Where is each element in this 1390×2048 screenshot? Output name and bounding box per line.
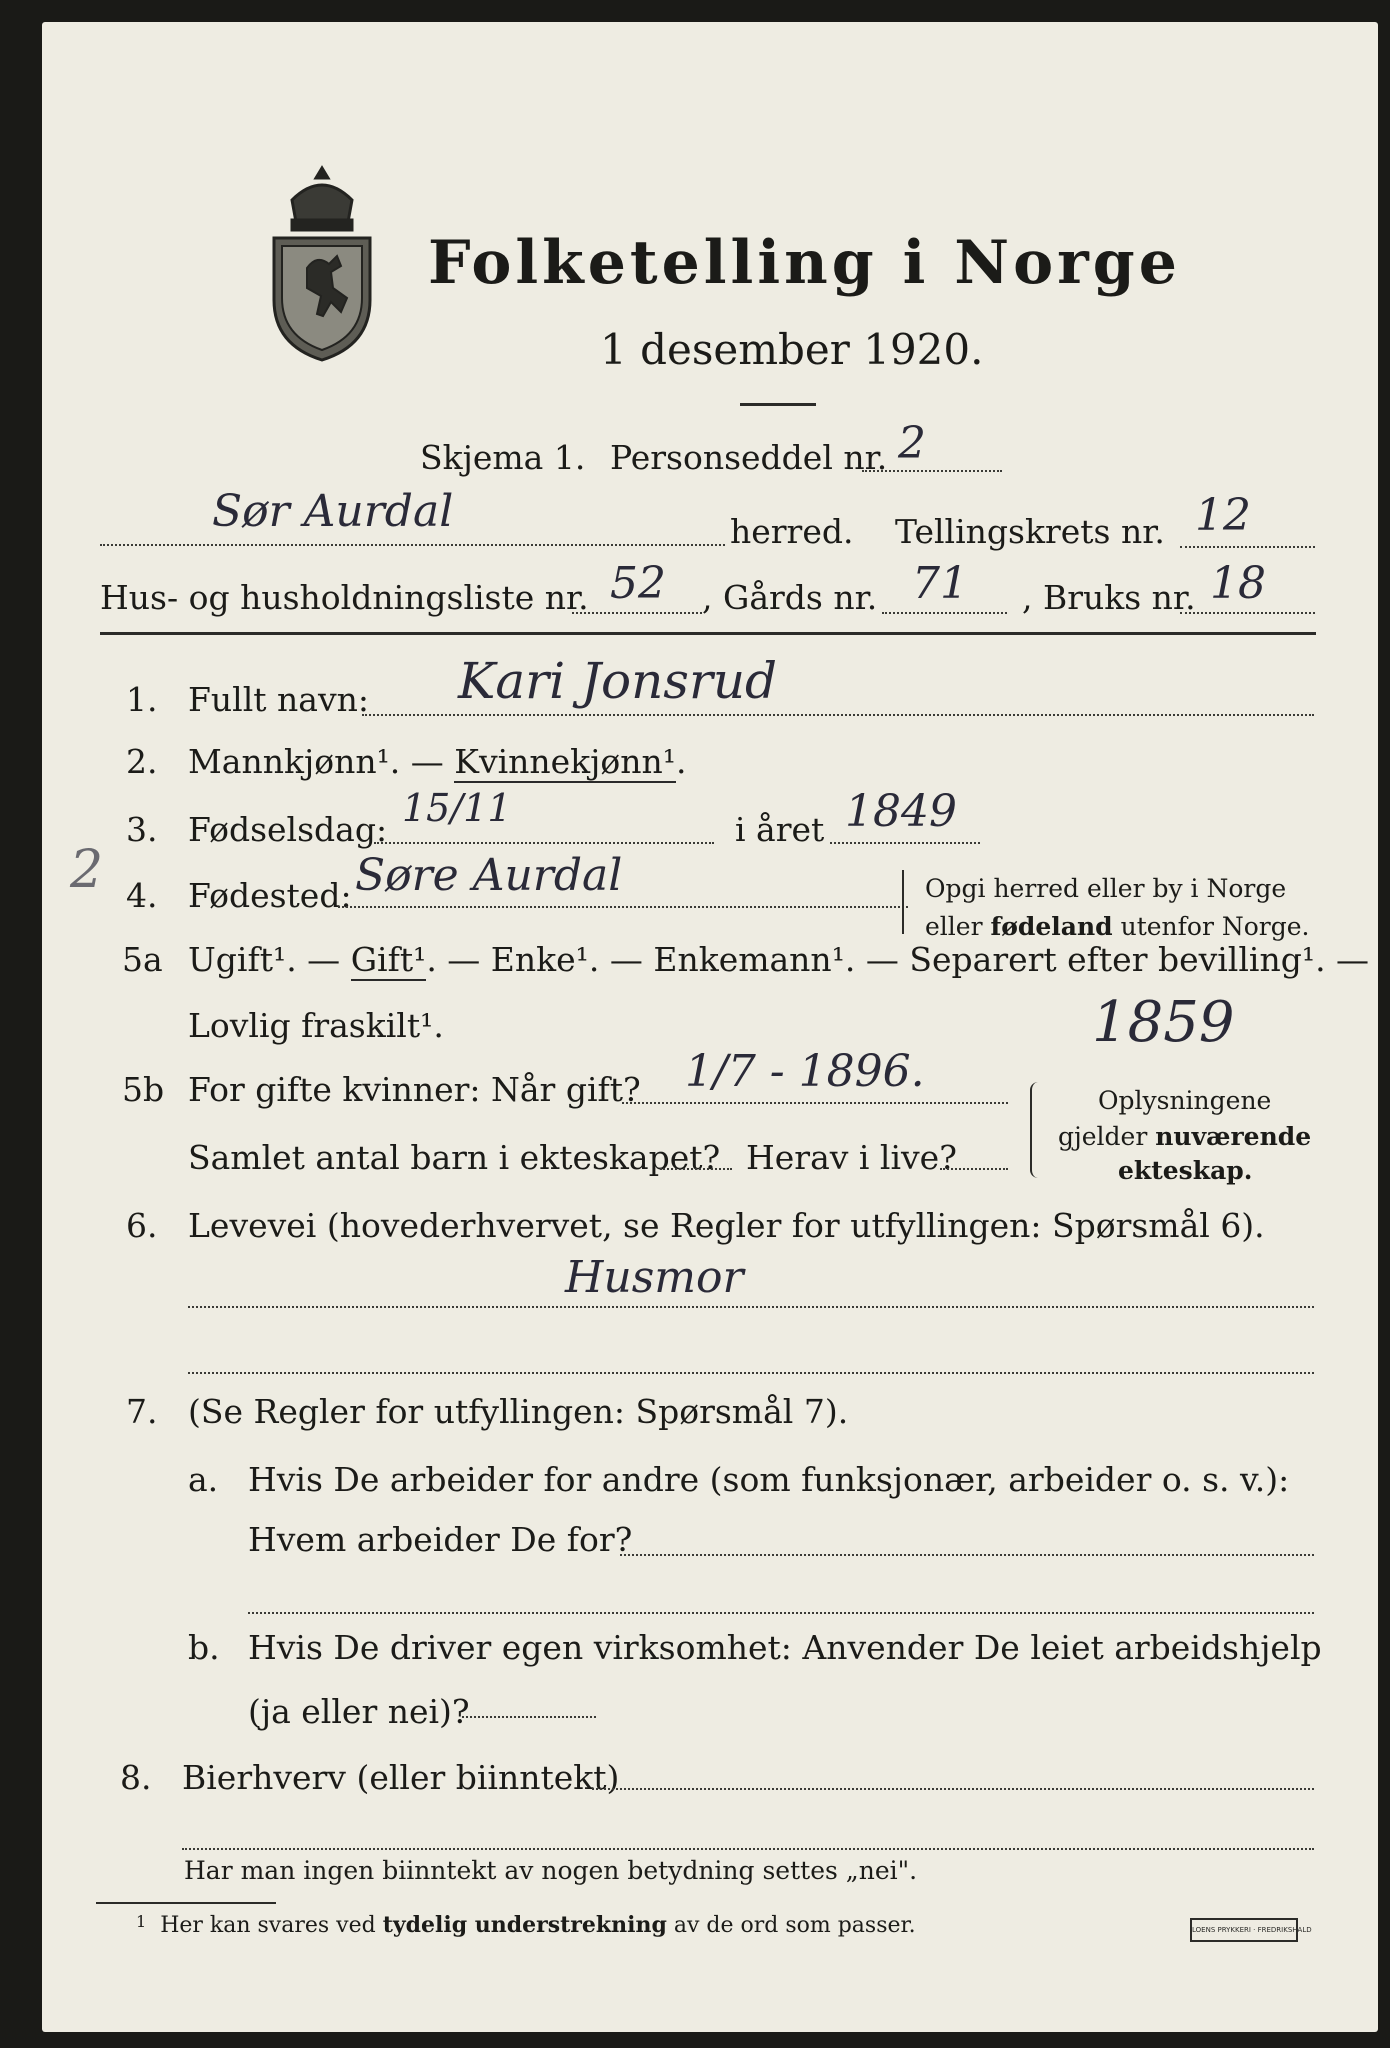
q4-note-line1: Opgi herred eller by i Norge [925, 874, 1287, 903]
q4-label: Fødested: [188, 876, 352, 915]
q2-number: 2. [126, 742, 158, 781]
skjema-label: Skjema 1. [420, 438, 586, 477]
q8-label: Bierhverv (eller biinntekt) [182, 1758, 620, 1797]
q5b-children-line [660, 1168, 732, 1170]
q5b-label: For gifte kvinner: Når gift? [188, 1070, 641, 1109]
title-divider [740, 403, 816, 406]
q5a-marital-options [188, 940, 1369, 979]
form-date: 1 desember 1920. [600, 325, 984, 374]
herred-line [100, 544, 725, 546]
q7a-line2: Hvem arbeider De for? [248, 1520, 633, 1559]
footnote [136, 1912, 916, 1938]
q8-line2 [182, 1848, 1314, 1850]
printer-stamp-text: LOENS PRYKKERI · FREDRIKSHALD [1192, 1926, 1312, 1934]
birth-year-value[interactable]: 1849 [845, 786, 957, 837]
q8-number: 8. [120, 1758, 152, 1797]
q7b-line1: Hvis De driver egen virksomhet: Anvender De leiet arbeidshjelp [248, 1628, 1322, 1667]
form-title: Folketelling i Norge [428, 228, 1181, 298]
q3-number: 3. [126, 810, 158, 849]
herred-label: herred. [730, 512, 854, 551]
header-divider [100, 632, 1316, 635]
q4-note-b: fødeland [990, 912, 1113, 941]
no-income-note: Har man ingen biinntekt av nogen betydning settes „nei". [184, 1856, 918, 1885]
q4-line [338, 906, 908, 908]
q6-number: 6. [126, 1206, 158, 1245]
q5b-note-2a: gjelder [1058, 1122, 1156, 1151]
gards-value[interactable]: 71 [912, 558, 968, 609]
husliste-line [572, 612, 702, 614]
q7a-line1: Hvis De arbeider for andre (som funksjonær, arbeider o. s. v.): [248, 1460, 1290, 1499]
birthplace-value[interactable]: Søre Aurdal [355, 850, 623, 901]
q1-line [362, 714, 1314, 716]
q5a-number: 5a [122, 940, 163, 979]
marital-fraskilt-option[interactable]: Lovlig fraskilt¹. [188, 1006, 444, 1045]
q8-line1 [592, 1788, 1314, 1790]
q1-number: 1. [126, 680, 158, 719]
bruks-value[interactable]: 18 [1210, 558, 1266, 609]
q5b-note-line3: ekteskap. [1118, 1156, 1253, 1185]
q4-note-line2 [925, 912, 1309, 941]
footnote-divider [96, 1902, 276, 1904]
q4-number: 4. [126, 876, 158, 915]
q5b-number: 5b [122, 1070, 165, 1109]
q2-gender-options [188, 742, 687, 781]
personseddel-value[interactable]: 2 [898, 418, 926, 469]
q5b-note-2b: nuværende [1155, 1122, 1312, 1151]
q2-end: . [676, 742, 687, 781]
bruks-line [1180, 612, 1315, 614]
gards-line [882, 612, 1007, 614]
herred-value[interactable]: Sør Aurdal [212, 486, 454, 537]
q5b-note-line1: Oplysningene [1098, 1086, 1272, 1115]
marital-ugift-option[interactable]: Ugift¹. — [188, 940, 341, 979]
tellingskrets-line [1180, 546, 1315, 548]
q6-line1 [188, 1306, 1314, 1308]
q3-label: Fødselsdag: [188, 810, 388, 849]
personseddel-line [862, 470, 1002, 472]
q7a-answer-line1 [620, 1554, 1314, 1556]
q4-note-c: utenfor Norge. [1112, 912, 1310, 941]
q5b-alive-line [940, 1168, 1008, 1170]
husliste-label: Hus- og husholdningsliste nr. [100, 578, 589, 617]
birthdate-value[interactable]: 15/11 [402, 786, 512, 830]
q5b-children-label: Samlet antal barn i ekteskapet? [188, 1138, 721, 1177]
q5b-note-line2 [1058, 1122, 1311, 1151]
tellingskrets-label: Tellingskrets nr. [895, 512, 1165, 551]
q4-note-a: eller [925, 912, 991, 941]
footnote-text-b: tydelig understrekning [382, 1912, 667, 1938]
occupation-value[interactable]: Husmor [565, 1252, 744, 1303]
q3-year-label: i året [735, 810, 825, 849]
q7b-answer-line [462, 1716, 596, 1718]
personseddel-label: Personseddel nr. [610, 438, 888, 477]
gender-male-option[interactable]: Mannkjønn¹. — [188, 742, 444, 781]
tellingskrets-value[interactable]: 12 [1195, 490, 1251, 541]
q6-line2 [188, 1372, 1314, 1374]
q4-brace [902, 870, 914, 934]
full-name-value[interactable]: Kari Jonsrud [458, 652, 778, 710]
bruks-label: , Bruks nr. [1022, 578, 1196, 617]
q5b-married-line [622, 1102, 1008, 1104]
q7a-number: a. [188, 1460, 219, 1499]
printer-stamp [1190, 1918, 1312, 1942]
q5b-brace [1030, 1082, 1044, 1178]
q7b-line2: (ja eller nei)? [248, 1692, 470, 1731]
husliste-value[interactable]: 52 [610, 558, 666, 609]
q7-label: (Se Regler for utfyllingen: Spørsmål 7). [188, 1392, 849, 1431]
q1-label: Fullt navn: [188, 680, 369, 719]
q3-year-line [830, 842, 980, 844]
q3-date-line [374, 842, 714, 844]
gender-female-option[interactable]: Kvinnekjønn¹ [454, 742, 677, 781]
footnote-text-c: av de ord som passer. [666, 1913, 916, 1938]
margin-note-1859: 1859 [1092, 990, 1235, 1055]
q6-label: Levevei (hovederhvervet, se Regler for utfyllingen: Spørsmål 6). [188, 1206, 1265, 1245]
gards-label: , Gårds nr. [702, 578, 878, 617]
norway-coat-of-arms-icon [262, 160, 382, 366]
marital-other-options[interactable]: . — Enke¹. — Enkemann¹. — Separert efter bevilling¹. — [426, 940, 1370, 979]
q7b-number: b. [188, 1628, 220, 1667]
marital-gift-option[interactable]: Gift¹ [350, 940, 427, 979]
footnote-text-a: Her kan svares ved [160, 1913, 383, 1938]
q7-number: 7. [126, 1392, 158, 1431]
footnote-mark: 1 [136, 1912, 147, 1931]
q5b-alive-label: Herav i live? [746, 1138, 957, 1177]
married-date-value[interactable]: 1/7 - 1896. [685, 1046, 925, 1097]
left-margin-mark: 2 [70, 840, 104, 900]
q7a-answer-line2 [248, 1612, 1314, 1614]
